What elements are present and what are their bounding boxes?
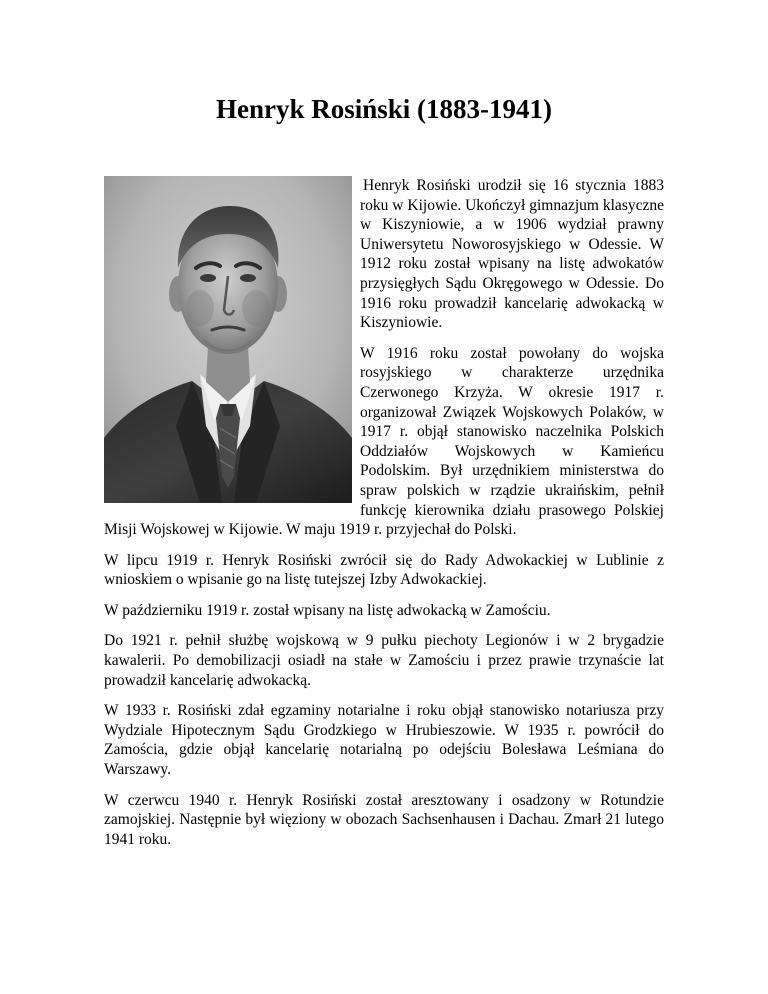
paragraph-7: W czerwcu 1940 r. Henryk Rosiński został aresztowany i osadzony w Rotundzie zamojskiej. Następnie był więziony w obozach Sachsenhausen i Dachau. Zmarł 21 lutego 1941 roku.: [104, 791, 664, 848]
portrait-image: [104, 176, 352, 503]
paragraph-2: W 1916 roku został powołany do wojska rosyjskiego w charakterze urzędnika Czerwonego Krzyża. W okresie 1917 r. organizował Związek Wojskowych Polaków, w 1917 r. objął stanowisko naczelnika Polskich Oddziałów Wojskowych w Kamieńcu Podolskim. Był urzędnikiem ministerstwa do spraw polskich w rządzie ukraińskim, pełnił funkcję kierownika działu prasowego Polskiej Misji Wojskowej w Kijowie. W maju 1919 r. przyjechał do Polski.: [104, 344, 664, 539]
paragraph-3: W lipcu 1919 r. Henryk Rosiński zwrócił się do Rady Adwokackiej w Lublinie z wnioskiem o wpisanie go na listę tutejszej Izby Adwokackiej.: [104, 551, 664, 589]
document-body: [104, 176, 664, 860]
paragraph-4: W październiku 1919 r. został wpisany na listę adwokacką w Zamościu.: [104, 601, 551, 619]
paragraph-1: Henryk Rosiński urodził się 16 stycznia 1883 roku w Kijowie. Ukończył gimnazjum klasyczne w Kiszyniowie, a w 1906 wydział prawny Uniwersytetu Noworosyjskiego w Odessie. W 1912 roku został wpisany na listę adwokatów przysięgłych Sądu Okręgowego w Odessie. Do 1916 roku prowadził kancelarię adwokacką w Kiszyniowie.: [360, 177, 664, 332]
page-title: Henryk Rosiński (1883-1941): [215, 94, 553, 124]
portrait-photo: [104, 176, 352, 503]
paragraph-5: Do 1921 r. pełnił służbę wojskową w 9 pułku piechoty Legionów i w 2 brygadzie kawalerii. Po demobilizacji osiadł na stałe w Zamościu i przez prawie trzynaście lat prowadził kancelarię adwokacką.: [104, 632, 664, 689]
paragraph-6: W 1933 r. Rosiński zdał egzaminy notarialne i roku objął stanowisko notariusza przy Wydziale Hipotecznym Sądu Grodzkiego w Hrubieszowie. W 1935 r. powrócił do Zamościa, gdzie objął kancelarię notarialną po odejściu Bolesława Leśmiana do Warszawy.: [104, 702, 664, 779]
